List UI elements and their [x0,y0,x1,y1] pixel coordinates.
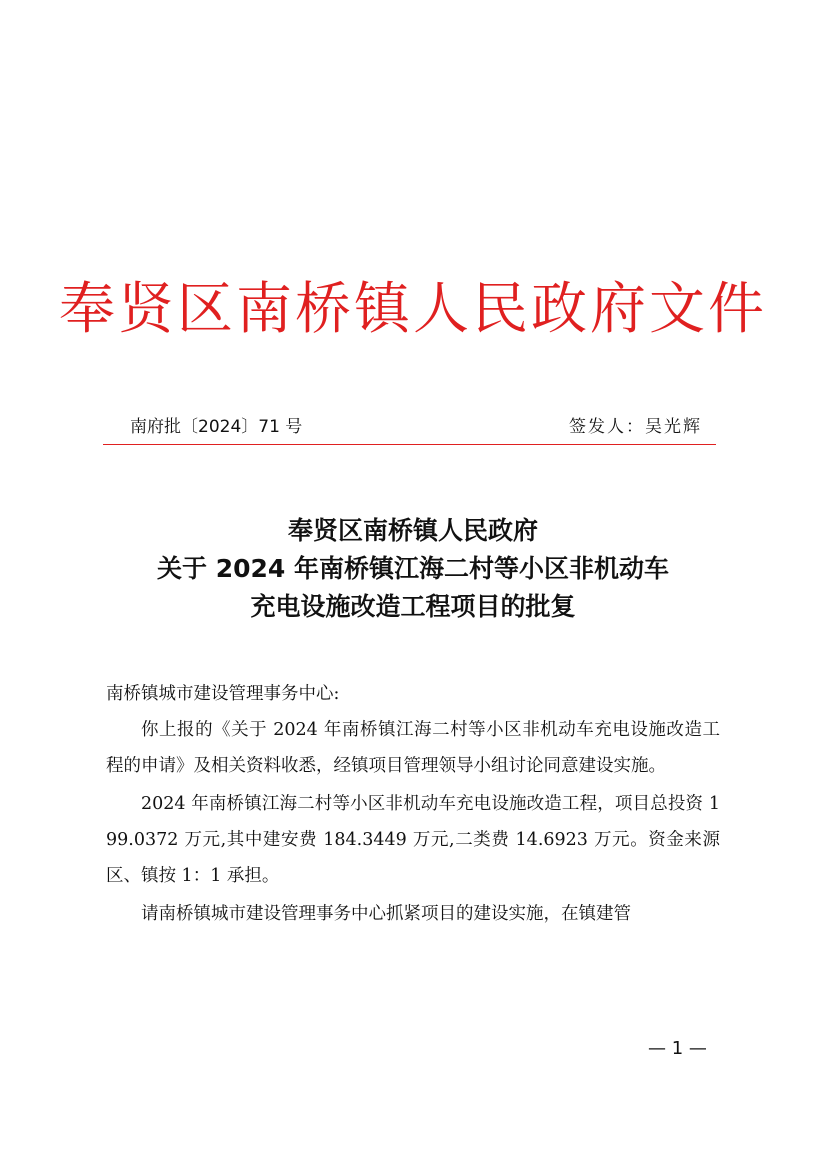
title-line-2: 关于 2024 年南桥镇江海二村等小区非机动车 [157,554,669,583]
document-header-title: 奉贤区南桥镇人民政府文件 [59,277,767,342]
title-line-1: 奉贤区南桥镇人民政府 [287,516,538,545]
title-line-3: 充电设施改造工程项目的批复 [250,592,576,621]
document-number: 南府批〔2024〕71 号 [130,417,303,437]
page-number: — 1 — [648,1038,707,1059]
addressee: 南桥镇城市建设管理事务中心: [106,684,340,704]
signer: 签发人：吴光辉 [569,417,702,437]
document-body [106,676,720,934]
red-divider [103,444,716,445]
paragraph: 请南桥镇城市建设管理事务中心抓紧项目的建设实施，在镇建管 [141,904,631,924]
document-title [0,512,826,626]
paragraph: 你上报的《关于 2024 年南桥镇江海二村等小区非机动车充电设施改造工程的申请》及相关资料收悉，经镇项目管理领导小组讨论同意建设实施。 [106,720,720,776]
paragraph: 2024 年南桥镇江海二村等小区非机动车充电设施改造工程，项目总投资 199.0372 万元,其中建安费 184.3449 万元,二类费 14.6923 万元。资金来源区、镇按 1：1 承担。 [106,794,720,886]
